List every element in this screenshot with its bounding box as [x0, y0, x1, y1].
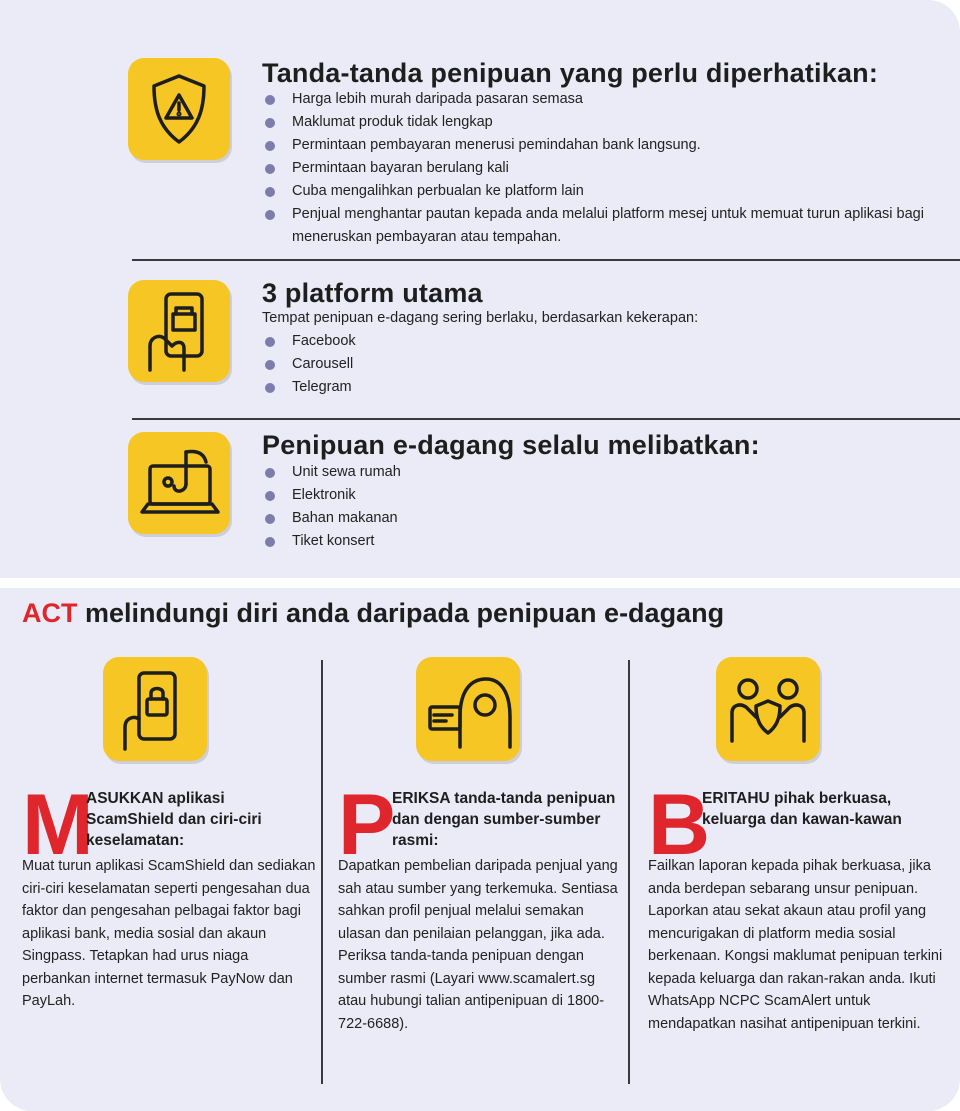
laptop-phishing-icon: [128, 432, 230, 534]
list-item: Facebook: [262, 330, 662, 353]
list-item: Elektronik: [262, 484, 662, 507]
section-divider: [132, 418, 960, 420]
column-3-body: Failkan laporan kepada pihak berkuasa, jika anda berdepan sebarang unsur penipuan. Laporkan atau sekat akaun atau profil yang mencurigakan di platform media sosial berkenaan. Kongsi maklumat penipuan terkini kepada keluarga dan rakan-rakan anda. Ikuti WhatsApp NCPC ScamAlert untuk mendapatkan nasihat antipenipuan terkini.: [648, 858, 943, 1032]
list-item: Tiket konsert: [262, 530, 662, 553]
list-item: Carousell: [262, 353, 662, 376]
act-acronym: ACT: [22, 598, 78, 628]
people-shield-icon: [716, 657, 820, 761]
list-item: Permintaan bayaran berulang kali: [262, 157, 952, 180]
platform-list: [262, 330, 662, 399]
column-3-heading: ERITAHU pihak berkuasa, keluarga dan kawan-kawan: [702, 790, 902, 828]
list-item: Maklumat produk tidak lengkap: [262, 111, 952, 134]
column-divider: [628, 660, 630, 1084]
column-1-body: Muat turun aplikasi ScamShield dan sediakan ciri-ciri keselamatan seperti pengesahan dua faktor dan pengesahan pelbagai faktor bagi aplikasi bank, media sosial dan akaun Singpass. Tetapkan had urus niaga perbankan internet termasuk PayNow dan PayLah.: [22, 858, 316, 1009]
hooded-scammer-icon: [416, 657, 520, 761]
column-2-body: Dapatkan pembelian daripada penjual yang sah atau sumber yang terkemuka. Sentiasa sahkan profil penjual melalui semakan ulasan dan penilaian pelanggan, jika ada. Periksa tanda-tanda penipuan dengan sumber rasmi (Layari www.scamalert.sg atau hubungi talian antipenipuan di 1800-722-6688).: [338, 858, 618, 1032]
column-2-heading: ERIKSA tanda-tanda penipuan dan dengan sumber-sumber rasmi:: [392, 790, 616, 849]
section-divider: [132, 259, 960, 261]
list-item: Penjual menghantar pautan kepada anda melalui platform mesej untuk memuat turun aplikasi bagi meneruskan pembayaran atau tempahan.: [262, 203, 952, 249]
list-item: Telegram: [262, 376, 662, 399]
platform-section-title: 3 platform utama: [262, 278, 483, 308]
column-divider: [321, 660, 323, 1084]
list-item: Permintaan pembayaran menerusi pemindahan bank langsung.: [262, 134, 952, 157]
act-section-title: [22, 598, 724, 629]
act-title-rest: melindungi diri anda daripada penipuan e-dagang: [77, 598, 725, 628]
involves-list: [262, 461, 662, 553]
shield-warning-icon: [128, 58, 230, 160]
list-item: Harga lebih murah daripada pasaran semasa: [262, 88, 952, 111]
warning-section-title: Tanda-tanda penipuan yang perlu diperhatikan:: [262, 58, 879, 88]
letter-m: M: [22, 777, 94, 873]
list-item: Bahan makanan: [262, 507, 662, 530]
letter-p: P: [338, 777, 396, 873]
column-1-heading: ASUKKAN aplikasi ScamShield dan ciri-ciri keselamatan:: [86, 790, 262, 849]
list-item: Unit sewa rumah: [262, 461, 662, 484]
involves-section-title: Penipuan e-dagang selalu melibatkan:: [262, 430, 760, 460]
letter-b: B: [648, 777, 711, 873]
phone-shopping-icon: [128, 280, 230, 382]
warning-list: [262, 88, 952, 249]
phone-lock-icon: [103, 657, 207, 761]
platform-section-subtitle: Tempat penipuan e-dagang sering berlaku, berdasarkan kekerapan:: [262, 310, 699, 326]
list-item: Cuba mengalihkan perbualan ke platform lain: [262, 180, 952, 203]
